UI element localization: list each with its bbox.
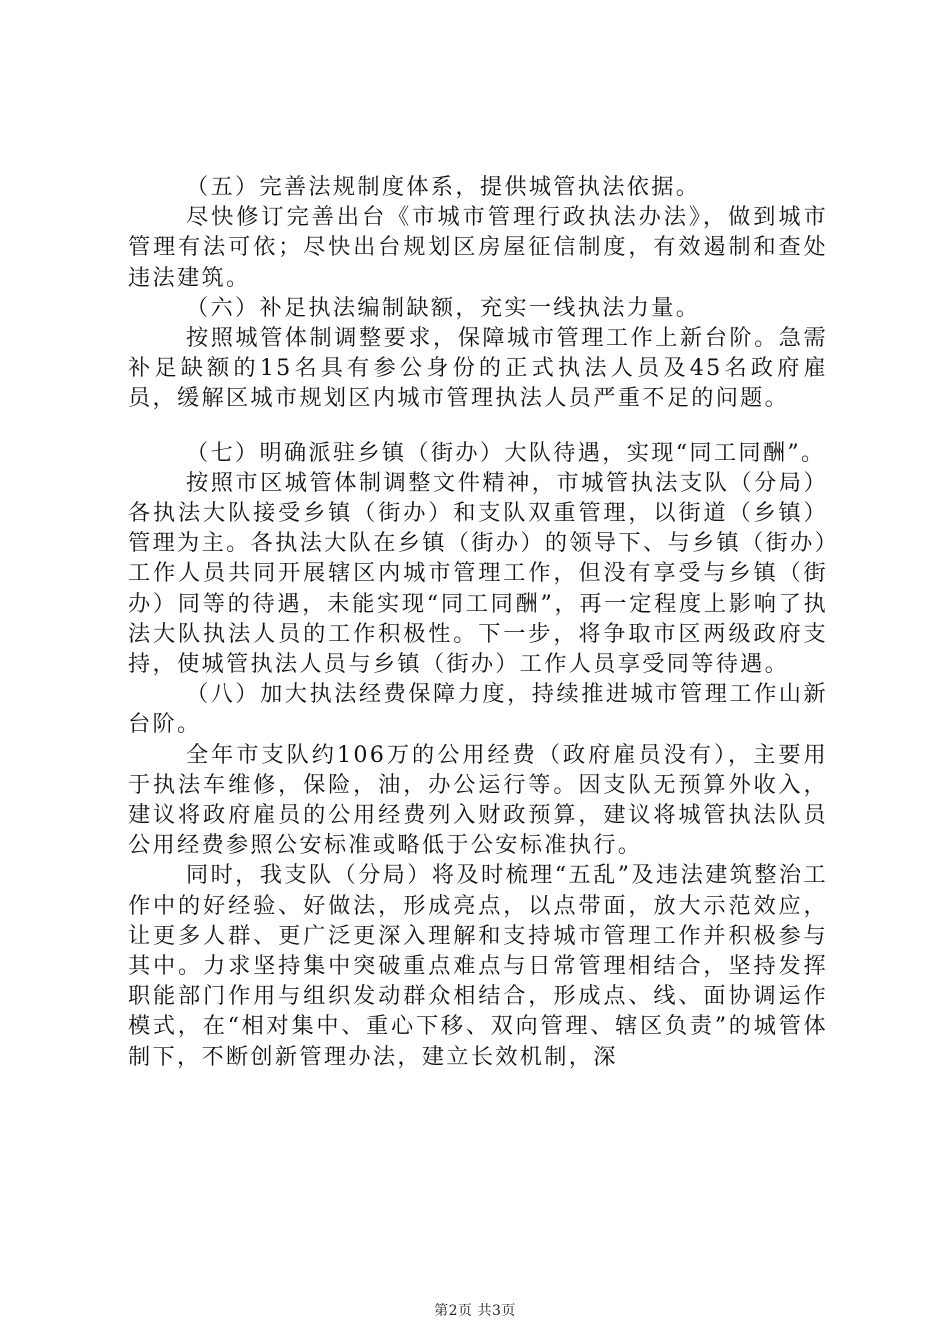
- section-heading-8: （八）加大执法经费保障力度，持续推进城市管理工作山新台阶。: [128, 681, 828, 738]
- paragraph-funding: 全年市支队约106万的公用经费（政府雇员没有），主要用于执法车维修，保险，油，办公运行等。因支队无预算外收入，建议将政府雇员的公用经费列入财政预算，建议将城管执法队员公用经费参照公安标准或略低于公安标准执行。: [128, 741, 828, 859]
- section-heading-5: （五）完善法规制度体系，提供城管执法依据。: [186, 174, 701, 200]
- section-heading-6: （六）补足执法编制缺额，充实一线执法力量。: [186, 294, 701, 321]
- paragraph-outlook: 同时，我支队（分局）将及时梳理“五乱”及违法建筑整治工作中的好经验、好做法，形成亮点，以点带面，放大示范效应，让更多人群、更广泛更深入理解和支持城市管理工作并积极参与其中。力求坚持集中突破重点难点与日常管理相结合，坚持发挥职能部门作用与组织发动群众相结合，形成点、线、面协调运作模式，在“相对集中、重心下移、双向管理、辖区负责”的城管体制下，不断创新管理办法，建立长效机制，深: [128, 862, 828, 1070]
- paragraph-gap: [128, 414, 828, 438]
- section-heading-7: （七）明确派驻乡镇（街办）大队待遇，实现“同工同酬”。: [186, 439, 826, 466]
- paragraph-staffing: 按照城管体制调整要求，保障城市管理工作上新台阶。急需补足缺额的15名具有参公身份的正式执法人员及45名政府雇员，缓解区城市规划区内城市管理执法人员严重不足的问题。: [128, 325, 828, 412]
- paragraph-equal-pay: 按照市区城管体制调整文件精神，市城管执法支队（分局）各执法大队接受乡镇（街办）和支队双重管理，以街道（乡镇）管理为主。各执法大队在乡镇（街办）的领导下、与乡镇（街办）工作人员共同开展辖区内城市管理工作，但没有享受与乡镇（街办）同等的待遇，未能实现“同工同酬”，再一定程度上影响了执法大队执法人员的工作积极性。下一步，将争取市区两级政府支持，使城管执法人员与乡镇（街办）工作人员享受同等待遇。: [128, 469, 828, 678]
- page-number-footer: 第2页 共3页: [434, 1303, 516, 1319]
- document-body: [128, 172, 828, 1072]
- paragraph-regulations: 尽快修订完善出台《市城市管理行政执法办法》，做到城市管理有法可依；尽快出台规划区房屋征信制度，有效遏制和查处违法建筑。: [128, 204, 828, 291]
